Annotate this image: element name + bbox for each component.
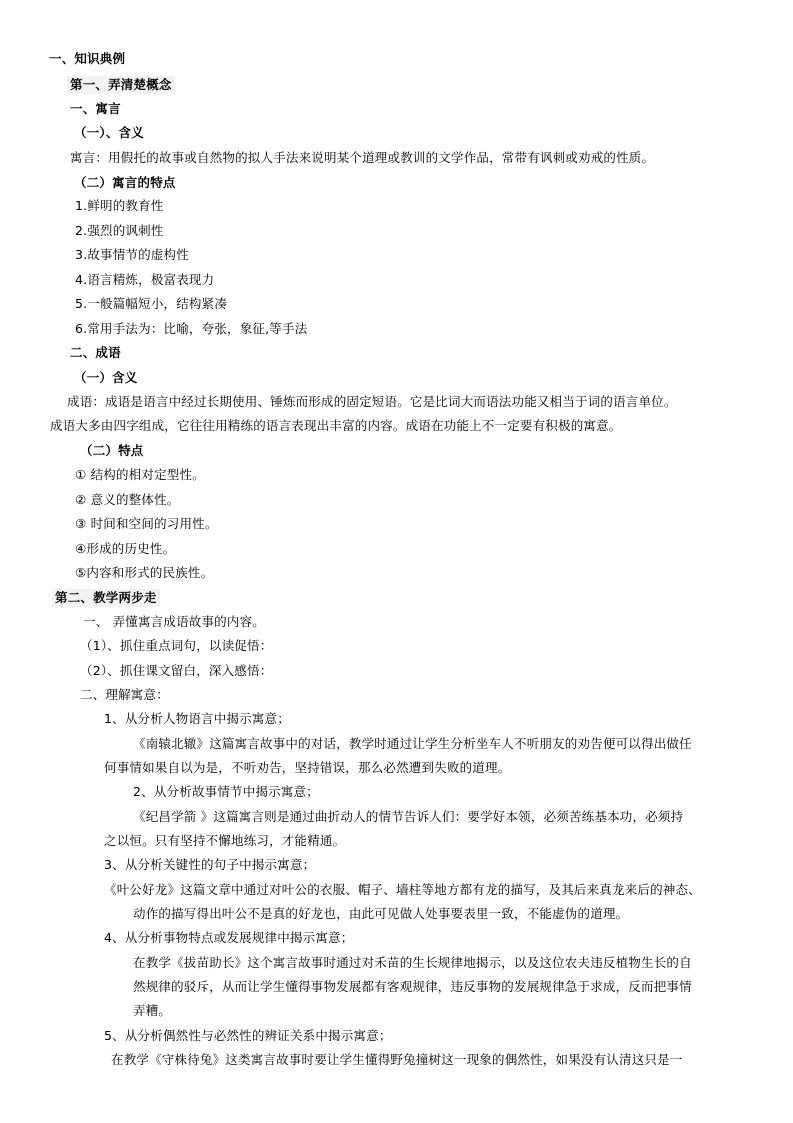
method-body: 何事情如果自以为是，不听劝告，坚持错误，那么必然遭到失败的道理。 [104,760,511,775]
section-idiom-title: 二、成语 [70,345,121,360]
method-body: 在教学《守株待兔》这类寓言故事时要让学生懂得野兔撞树这一现象的偶然性，如果没有认清这只是一 [111,1052,683,1067]
method-body: 《纪昌学箭 》这篇寓言则是通过曲折动人的情节告诉人们：要学好本领，必须苦练基本功，必须持 [133,809,684,824]
idiom-feature-item: ① 结构的相对定型性。 [75,467,205,482]
idiom-feature-item: ② 意义的整体性。 [75,492,180,507]
heading-knowledge-examples: 一、知识典例 [49,51,126,66]
idiom-feature-item: ⑤内容和形式的民族性。 [75,565,214,580]
fable-features-title: （二）寓言的特点 [74,175,176,190]
fable-meaning-title: （一）、含义 [74,125,144,140]
method-body: 之以恒。只有坚持不懈地练习，才能精通。 [104,833,346,848]
fable-feature-item: 6.常用手法为：比喻，夸张，象征,等手法 [75,321,308,336]
fable-feature-item: 4.语言精炼，极富表现力 [75,272,215,287]
fable-meaning-body: 寓言：用假托的故事或自然物的拟人手法来说明某个道理或教训的文学作品，常带有讽刺或劝戒的性质。 [70,150,655,165]
fable-feature-item: 5.一般篇幅短小，结构紧凑 [75,296,228,311]
idiom-meaning-body: 成语大多由四字组成，它往往用精练的语言表现出丰富的内容。成语在功能上不一定要有积极的寓意。 [50,418,622,433]
part1-title: 第一、弄清楚概念 [67,76,175,94]
section-fable-title: 一、寓言 [70,101,121,116]
method-body: 然规律的驳斥，从而让学生懂得事物发展都有客观规律，违反事物的发展规律急于求成，反而把事情 [133,979,692,994]
fable-feature-item: 3.故事情节的虚构性 [75,247,189,262]
method-title: 4、从分析事物特点或发展规律中揭示寓意； [104,930,354,945]
method-title: 1、从分析人物语言中揭示寓意； [104,711,290,726]
teaching-step: 一、 弄懂寓言成语故事的内容。 [83,614,265,629]
method-title: 2、从分析故事情节中揭示寓意； [133,784,319,799]
idiom-meaning-title: （一）含义 [74,370,138,385]
method-title: 5、从分析偶然性与必然性的辨证关系中揭示寓意； [104,1028,392,1043]
teaching-step: （2）、抓住课文留白，深入感悟： [80,663,273,678]
method-body: 在教学《拔苗助长》这个寓言故事时通过对禾苗的生长规律地揭示，以及这位农夫违反植物生长的自 [133,955,692,970]
idiom-features-title: （二）特点 [80,443,144,458]
method-body: 《南辕北辙》这篇寓言故事中的对话，教学时通过让学生分析坐车人不听朋友的劝告便可以得出做任 [133,736,692,751]
method-body: 弄糟。 [133,1003,172,1018]
idiom-feature-item: ③ 时间和空间的习用性。 [75,516,218,531]
method-title: 3、从分析关键性的句子中揭示寓意； [104,857,316,872]
teaching-step: （1）、抓住重点词句，以读促悟： [80,638,273,653]
idiom-meaning-body: 成语：成语是语言中经过长期使用、锤炼而形成的固定短语。它是比词大而语法功能又相当于词的语言单位。 [67,394,677,409]
method-body: 动作的描写得出叶公不是真的好龙也，由此可见做人处事要表里一致，不能虚伪的道理。 [133,906,629,921]
fable-feature-item: 2.强烈的讽刺性 [75,223,164,238]
method-body: 《叶公好龙》这篇文章中通过对叶公的衣服、帽子、墙柱等地方都有龙的描写，及其后来真龙来后的神态、 [104,882,701,897]
idiom-feature-item: ④形成的历史性。 [75,541,176,556]
fable-feature-item: 1.鲜明的教育性 [75,198,164,213]
part2-title: 第二、教学两步走 [52,589,160,607]
teaching-step: 二、理解寓意： [80,687,169,702]
